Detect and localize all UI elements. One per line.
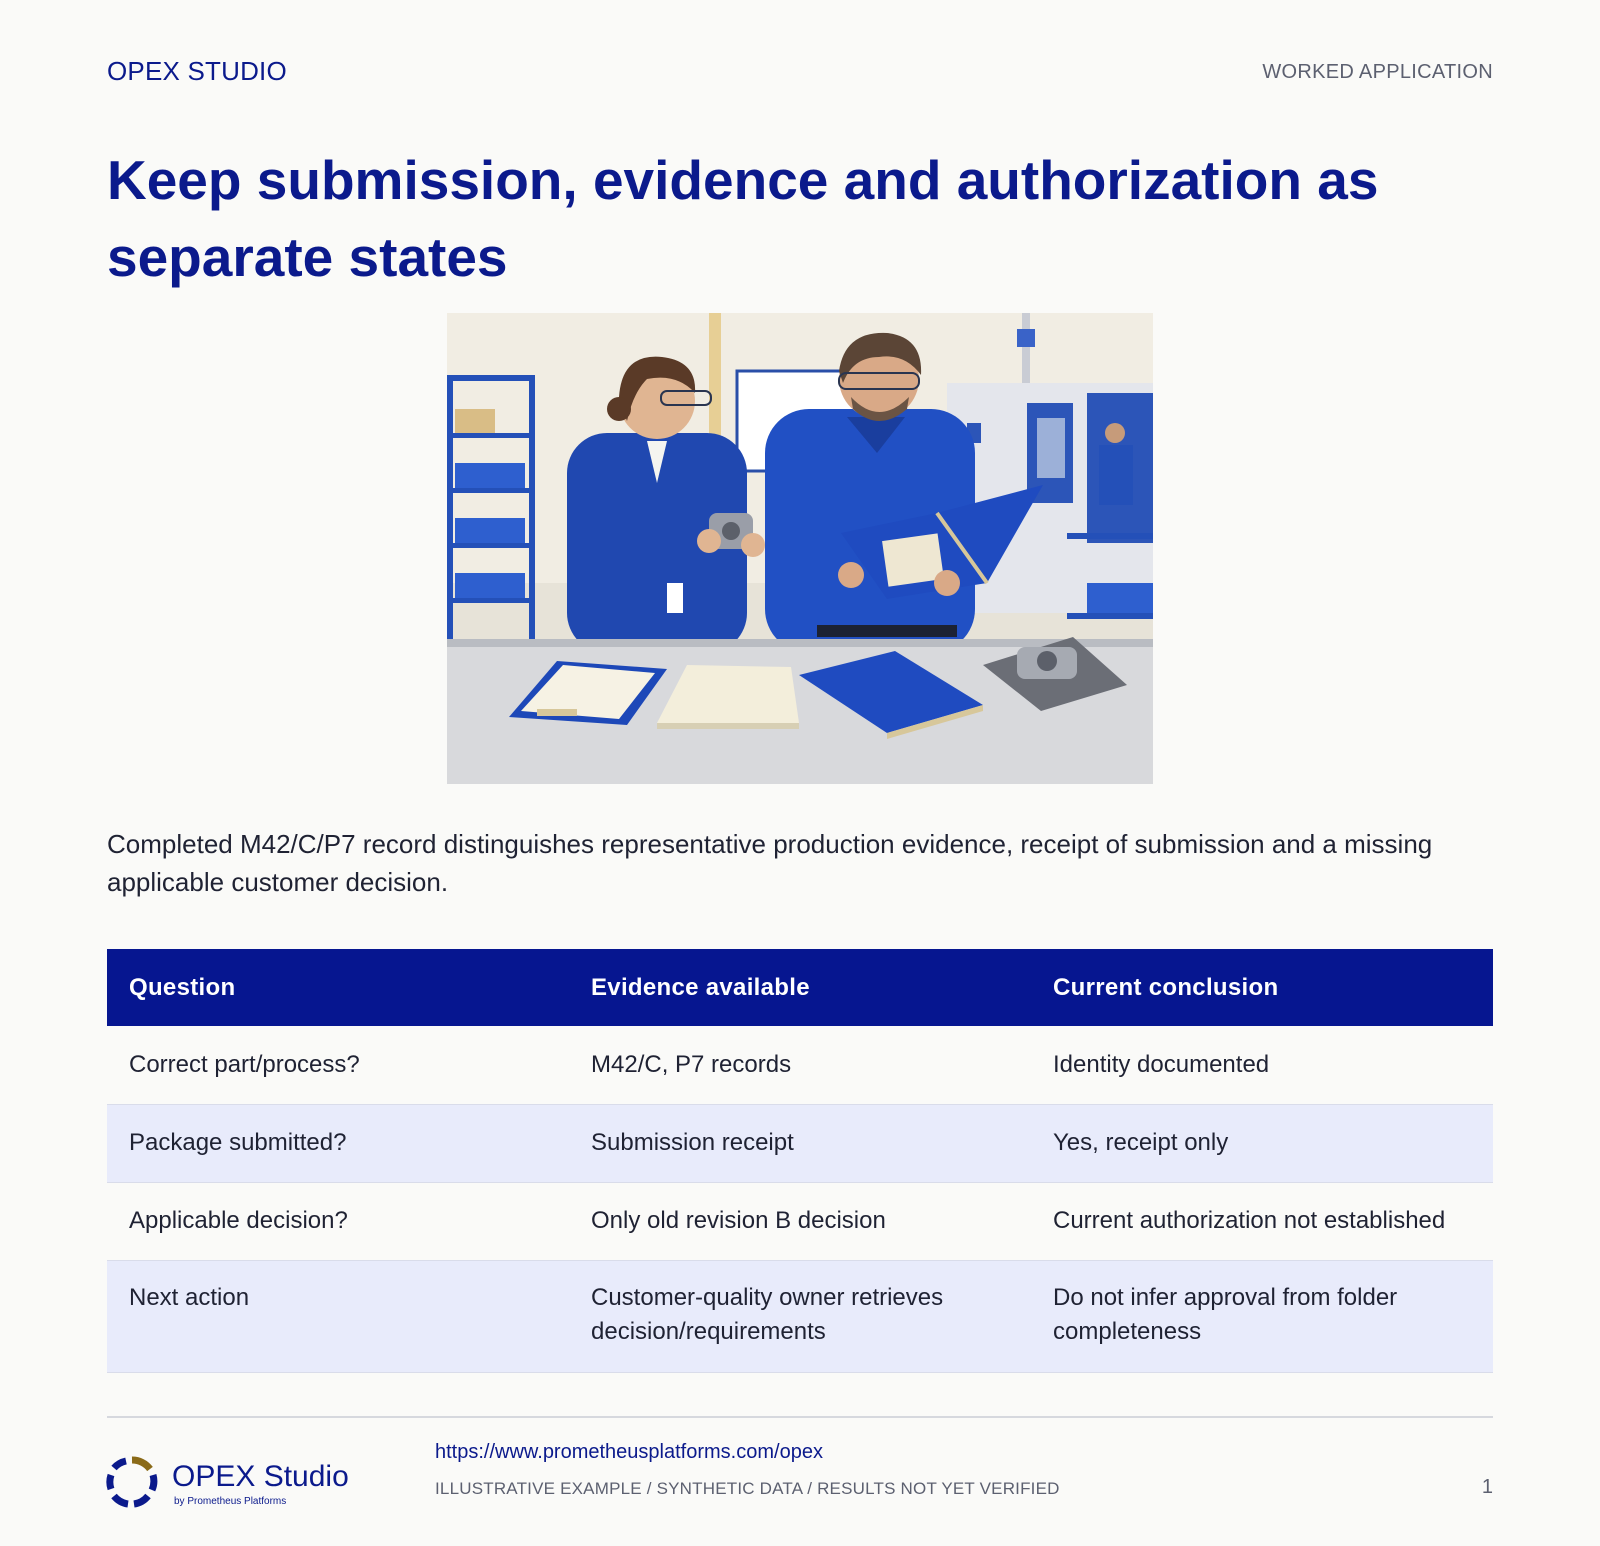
column-header-conclusion: Current conclusion [1031, 949, 1493, 1026]
opex-logo-icon [106, 1456, 158, 1508]
cell-evidence: Customer-quality owner retrieves decision/requirements [569, 1260, 1031, 1372]
table-row [107, 1026, 1493, 1104]
cell-evidence: Only old revision B decision [569, 1182, 1031, 1260]
footer-divider [107, 1416, 1493, 1418]
column-header-evidence: Evidence available [569, 949, 1031, 1026]
table-row [107, 1260, 1493, 1372]
cell-conclusion: Current authorization not established [1031, 1182, 1493, 1260]
cell-question: Package submitted? [107, 1104, 569, 1182]
illustration-icon [447, 313, 1153, 784]
cell-conclusion: Identity documented [1031, 1026, 1493, 1104]
column-header-question: Question [107, 949, 569, 1026]
cell-conclusion: Yes, receipt only [1031, 1104, 1493, 1182]
cell-evidence: Submission receipt [569, 1104, 1031, 1182]
page-title: Keep submission, evidence and authorization as separate states [107, 149, 1379, 288]
cell-evidence: M42/C, P7 records [569, 1026, 1031, 1104]
table-row [107, 1182, 1493, 1260]
brand-name: OPEX STUDIO [107, 56, 287, 86]
footer-logo-subtitle: by Prometheus Platforms [174, 1496, 287, 1507]
footer-disclaimer: ILLUSTRATIVE EXAMPLE / SYNTHETIC DATA / RESULTS NOT YET VERIFIED [435, 1479, 1060, 1498]
page-number: 1 [1481, 1476, 1493, 1498]
cell-question: Next action [107, 1260, 569, 1372]
section-label: WORKED APPLICATION [1262, 61, 1493, 83]
intro-paragraph: Completed M42/C/P7 record distinguishes representative production evidence, receipt of submission and a missing applicable customer decision. [107, 829, 1433, 897]
cell-conclusion: Do not infer approval from folder completeness [1031, 1260, 1493, 1372]
table-row [107, 1104, 1493, 1182]
cell-question: Correct part/process? [107, 1026, 569, 1104]
footer-logo-text: OPEX Studio [172, 1460, 349, 1493]
table-header-row [107, 949, 1493, 1026]
cell-question: Applicable decision? [107, 1182, 569, 1260]
evidence-table [107, 949, 1493, 1373]
footer-url-link[interactable]: https://www.prometheusplatforms.com/opex [435, 1441, 823, 1463]
hero-illustration [447, 313, 1153, 784]
